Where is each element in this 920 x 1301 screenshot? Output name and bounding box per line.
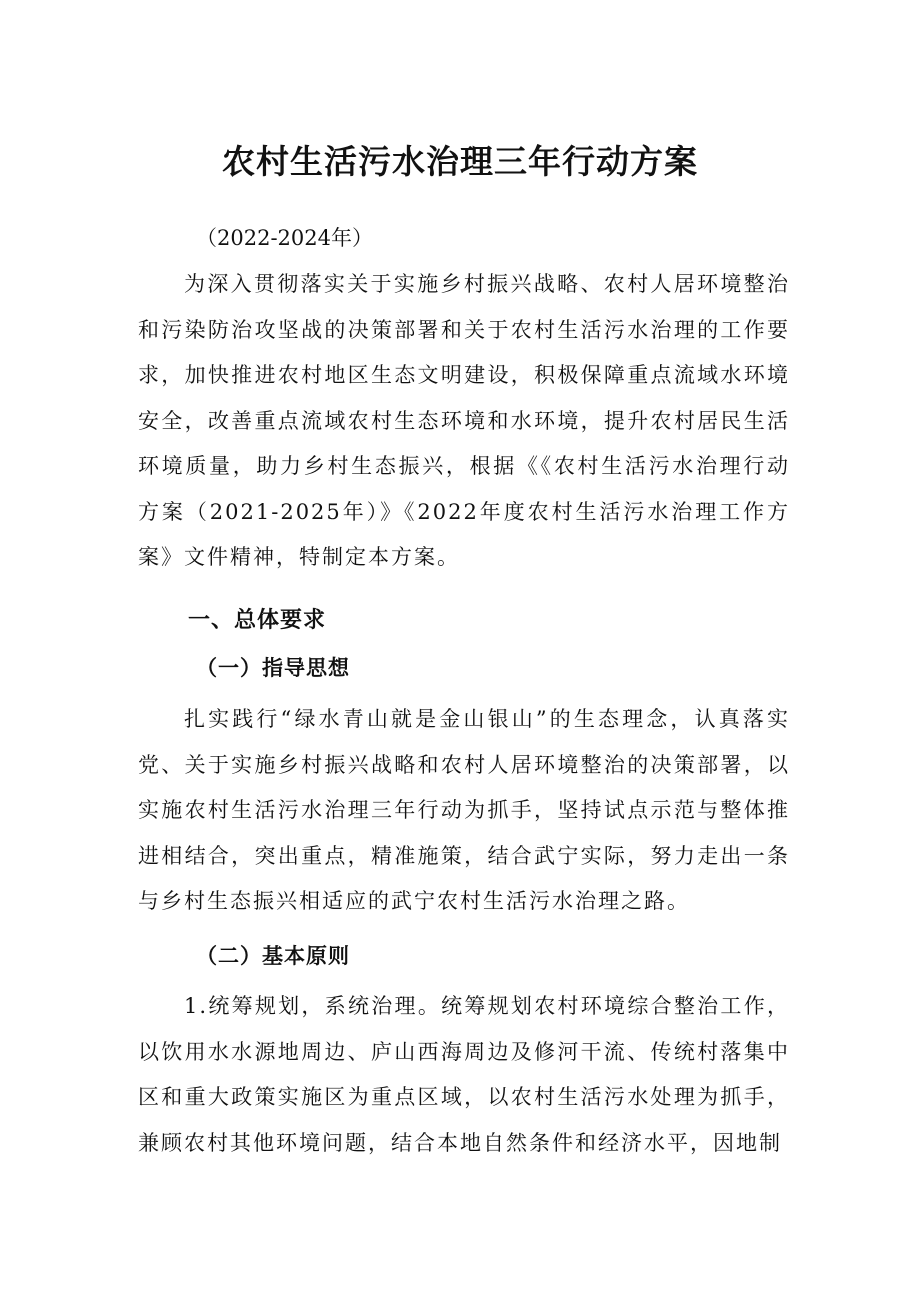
subsection-heading-guiding-ideology: （一）指导思想 [196, 655, 350, 680]
principle-1-paragraph: 1.统筹规划，系统治理。统筹规划农村环境综合整治工作，以饮用水水源地周边、庐山西海周边及修河干流、传统村落集中区和重大政策实施区为重点区域，以农村生活污水处理为抓手，兼顾农村其他环境问题，结合本地自然条件和经济水平，因地制 [138, 994, 790, 1155]
subsection-heading-basic-principles: （二）基本原则 [196, 943, 350, 968]
document-title: 农村生活污水治理三年行动方案 [222, 142, 698, 181]
intro-paragraph: 为深入贯彻落实关于实施乡村振兴战略、农村人居环境整治和污染防治攻坚战的决策部署和关于农村生活污水治理的工作要求，加快推进农村地区生态文明建设，积极保障重点流域水环境安全，改善重点流域农村生态环境和水环境，提升农村居民生活环境质量，助力乡村生态振兴，根据《《农村生活污水治理行动方案（2021-2025年）》《2022年度农村生活污水治理工作方案》文件精神，特制定本方案。 [138, 272, 790, 569]
section-heading-general-requirements: 一、总体要求 [188, 608, 327, 633]
document-subtitle: （2022-2024年） [196, 226, 373, 250]
guiding-ideology-paragraph: 扎实践行“绿水青山就是金山银山”的生态理念，认真落实党、关于实施乡村振兴战略和农村人居环境整治的决策部署，以实施农村生活污水治理三年行动为抓手，坚持试点示范与整体推进相结合，突出重点，精准施策，结合武宁实际，努力走出一条与乡村生态振兴相适应的武宁农村生活污水治理之路。 [138, 707, 790, 913]
